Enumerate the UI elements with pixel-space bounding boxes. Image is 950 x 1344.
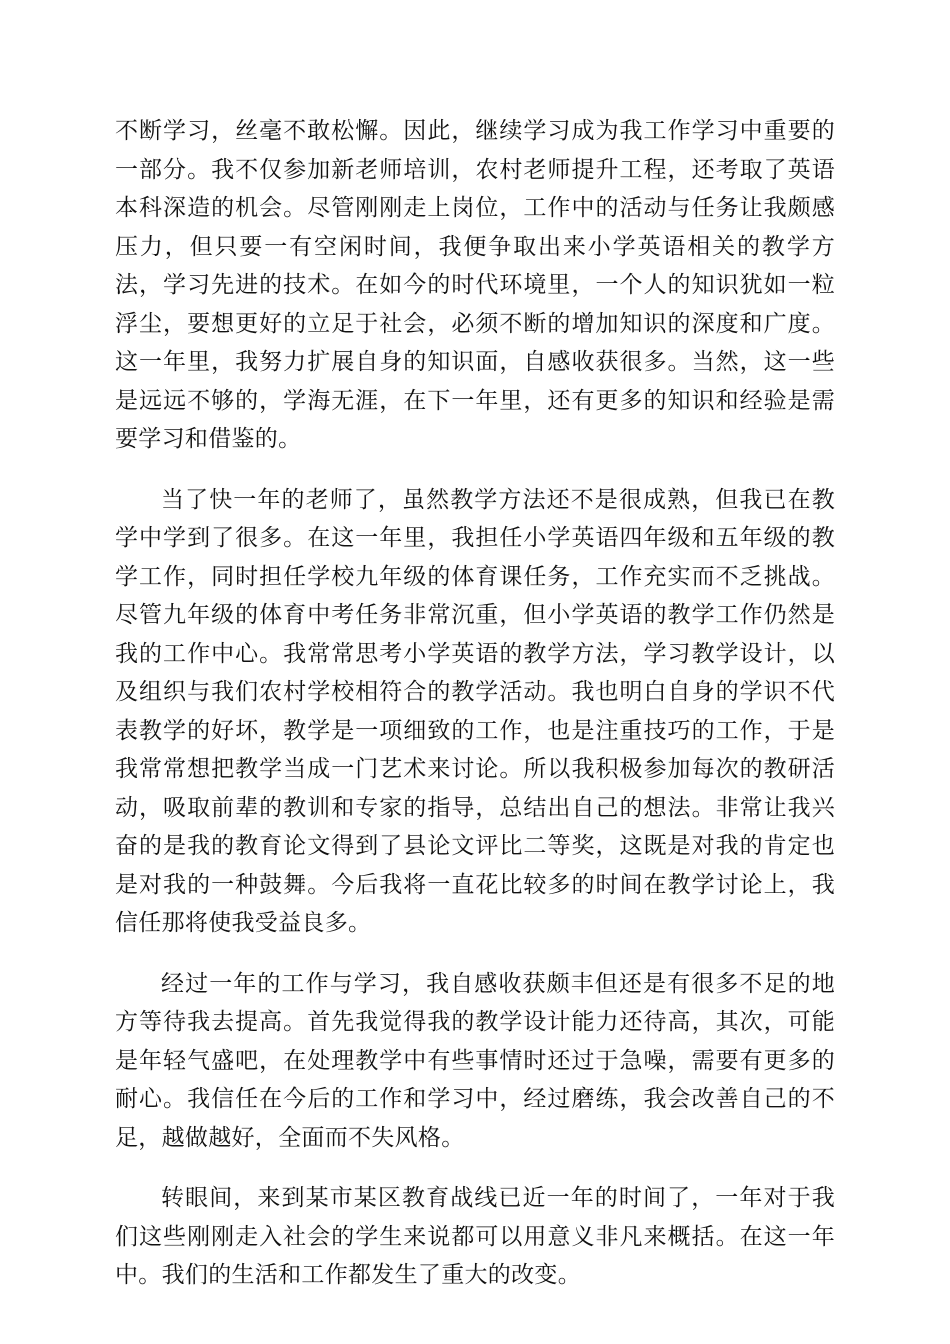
- paragraph-3: 经过一年的工作与学习，我自感收获颇丰但还是有很多不足的地方等待我去提高。首先我觉得我的教学设计能力还待高，其次，可能是年轻气盛吧，在处理教学中有些事情时还过于急噪，需要有更多的耐心。我信任在今后的工作和学习中，经过磨练，我会改善自己的不足，越做越好，全面而不失风格。: [115, 970, 835, 1151]
- document-body: [115, 112, 835, 1295]
- paragraph-4: 转眼间，来到某市某区教育战线已近一年的时间了，一年对于我们这些刚刚走入社会的学生来说都可以用意义非凡来概括。在这一年中。我们的生活和工作都发生了重大的改变。: [115, 1185, 835, 1288]
- paragraph-1: 不断学习，丝毫不敢松懈。因此，继续学习成为我工作学习中重要的一部分。我不仅参加新老师培训，农村老师提升工程，还考取了英语本科深造的机会。尽管刚刚走上岗位，工作中的活动与任务让我颇感压力，但只要一有空闲时间，我便争取出来小学英语相关的教学方法，学习先进的技术。在如今的时代环境里，一个人的知识犹如一粒浮尘，要想更好的立足于社会，必须不断的增加知识的深度和广度。这一年里，我努力扩展自身的知识面，自感收获很多。当然，这一些是远远不够的，学海无涯，在下一年里，还有更多的知识和经验是需要学习和借鉴的。: [115, 118, 835, 452]
- paragraph-2: 当了快一年的老师了，虽然教学方法还不是很成熟，但我已在教学中学到了很多。在这一年里，我担任小学英语四年级和五年级的教学工作，同时担任学校九年级的体育课任务，工作充实而不乏挑战。尽管九年级的体育中考任务非常沉重，但小学英语的教学工作仍然是我的工作中心。我常常思考小学英语的教学方法，学习教学设计，以及组织与我们农村学校相符合的教学活动。我也明白自身的学识不代表教学的好坏，教学是一项细致的工作，也是注重技巧的工作，于是我常常想把教学当成一门艺术来讨论。所以我积极参加每次的教研活动，吸取前辈的教训和专家的指导，总结出自己的想法。非常让我兴奋的是我的教育论文得到了县论文评比二等奖，这既是对我的肯定也是对我的一种鼓舞。今后我将一直花比较多的时间在教学讨论上，我信任那将使我受益良多。: [115, 486, 835, 936]
